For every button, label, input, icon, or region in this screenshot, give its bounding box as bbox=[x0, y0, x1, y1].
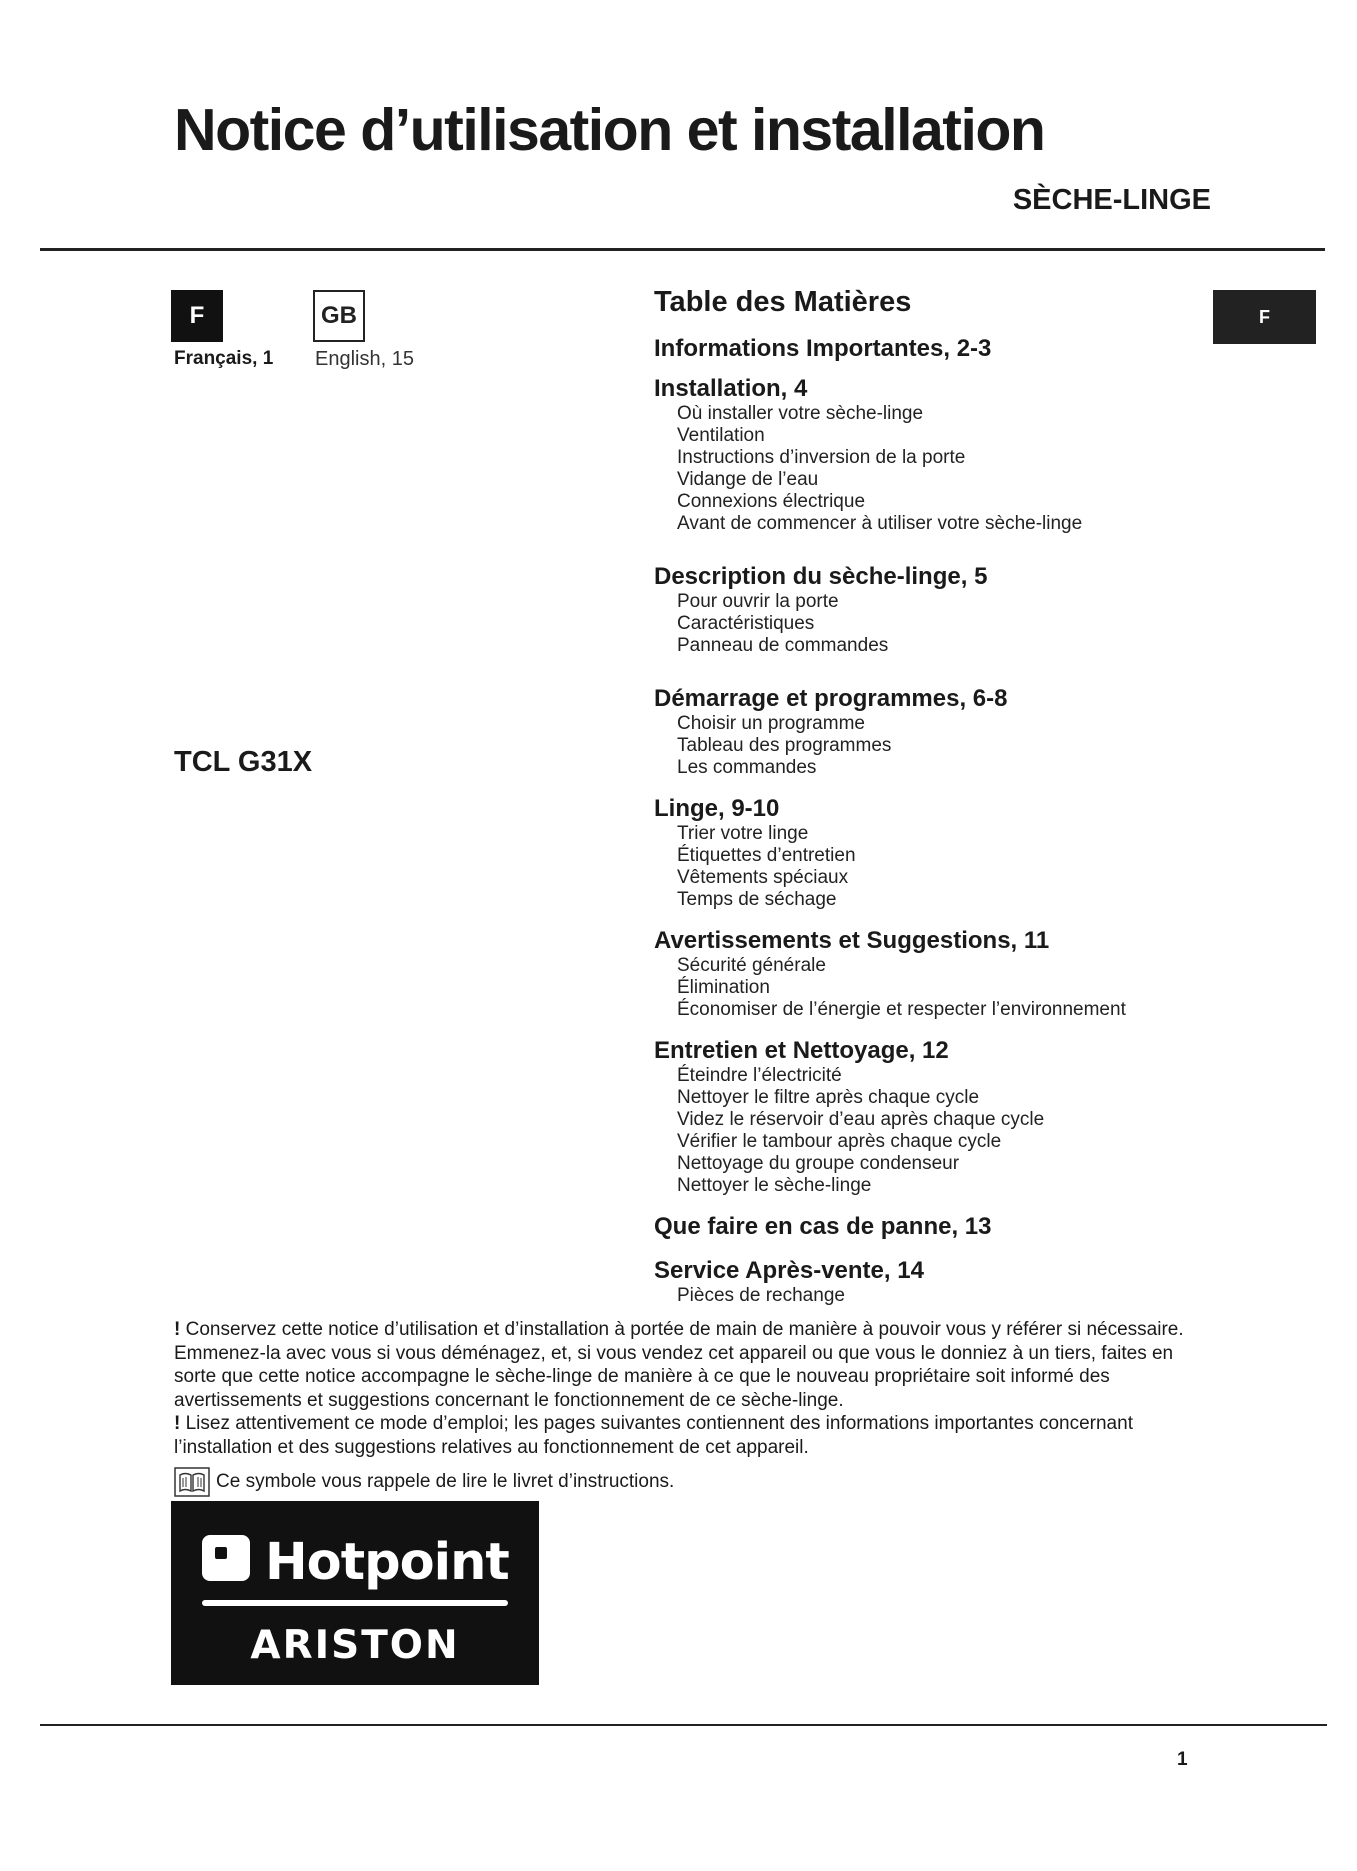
toc-item: Élimination bbox=[677, 977, 770, 998]
language-box-fr: F bbox=[171, 290, 223, 342]
toc-item: Les commandes bbox=[677, 757, 817, 778]
toc-section-title: Informations Importantes, 2-3 bbox=[654, 335, 992, 362]
language-side-tab: F bbox=[1213, 290, 1316, 344]
toc-section-title: Avertissements et Suggestions, 11 bbox=[654, 927, 1050, 954]
toc-item: Caractéristiques bbox=[677, 613, 815, 634]
note-text: Conservez cette notice d’utilisation et d’installation à portée de main de manière à pouvoir vous y référer si nécessaire. Emmenez-la avec vous si vous déménagez, et, si vous vendez cet appareil ou que vous le donniez à un tiers, faites en sorte que cette notice accompagne le sèche-linge de manière à ce que le nouveau propriétaire soit informé des avertissements et suggestions concernant le fonctionnement de ce sèche-linge. bbox=[174, 1319, 1184, 1411]
note-paragraph bbox=[174, 1412, 1214, 1459]
language-label-fr: Français, 1 bbox=[174, 348, 274, 369]
toc-section bbox=[654, 1257, 1274, 1307]
language-box-gb: GB bbox=[313, 290, 365, 342]
toc-section-title: Installation, 4 bbox=[654, 375, 808, 402]
logo-brand-text: Hotpoint bbox=[265, 1533, 509, 1592]
note-paragraph bbox=[174, 1318, 1214, 1412]
toc-item: Temps de séchage bbox=[677, 889, 837, 910]
toc-section bbox=[654, 795, 1274, 911]
toc-section-title: Entretien et Nettoyage, 12 bbox=[654, 1037, 949, 1064]
toc-section-title: Que faire en cas de panne, 13 bbox=[654, 1213, 992, 1240]
toc-item: Étiquettes d’entretien bbox=[677, 845, 856, 866]
toc-item: Où installer votre sèche-linge bbox=[677, 403, 924, 424]
toc-item: Nettoyer le filtre après chaque cycle bbox=[677, 1087, 980, 1108]
toc-section bbox=[654, 335, 1274, 363]
logo-sub-text: ARISTON bbox=[250, 1623, 460, 1668]
toc-heading: Table des Matières bbox=[654, 286, 912, 318]
model-number: TCL G31X bbox=[174, 746, 313, 778]
brand-logo bbox=[171, 1501, 539, 1685]
toc-section bbox=[654, 1037, 1274, 1197]
toc-item: Choisir un programme bbox=[677, 713, 865, 734]
read-manual-icon bbox=[174, 1467, 210, 1497]
toc-item: Nettoyer le sèche-linge bbox=[677, 1175, 872, 1196]
toc-item: Économiser de l’énergie et respecter l’environnement bbox=[677, 999, 1126, 1020]
toc-item: Nettoyage du groupe condenseur bbox=[677, 1153, 960, 1174]
manual-symbol-note bbox=[174, 1467, 1214, 1497]
top-divider bbox=[40, 248, 1325, 251]
toc-item: Vêtements spéciaux bbox=[677, 867, 849, 888]
toc-section bbox=[654, 1213, 1274, 1241]
toc-section-title: Service Après-vente, 14 bbox=[654, 1257, 924, 1284]
hotpoint-ariston-logo-icon bbox=[171, 1501, 539, 1685]
toc-section-title: Linge, 9-10 bbox=[654, 795, 780, 822]
language-label-gb: English, 15 bbox=[315, 348, 414, 370]
toc-section-title: Description du sèche-linge, 5 bbox=[654, 563, 988, 590]
table-of-contents bbox=[654, 282, 1274, 1307]
toc-section bbox=[654, 927, 1274, 1021]
toc-item: Pièces de rechange bbox=[677, 1285, 845, 1306]
page-number: 1 bbox=[1177, 1749, 1188, 1770]
toc-item: Tableau des programmes bbox=[677, 735, 892, 756]
toc-section bbox=[654, 563, 1274, 657]
toc-item: Vérifier le tambour après chaque cycle bbox=[677, 1131, 1002, 1152]
toc-item: Ventilation bbox=[677, 425, 765, 446]
toc-section-title: Démarrage et programmes, 6-8 bbox=[654, 685, 1008, 712]
note-text: Lisez attentivement ce mode d’emploi; les pages suivantes contiennent des informations importantes concernant l’installation et des suggestions relatives au fonctionnement de cet appareil. bbox=[174, 1413, 1133, 1458]
toc-item: Sécurité générale bbox=[677, 955, 826, 976]
toc-item: Panneau de commandes bbox=[677, 635, 889, 656]
important-notes bbox=[174, 1318, 1214, 1497]
symbol-note-text: Ce symbole vous rappele de lire le livret d’instructions. bbox=[216, 1471, 675, 1493]
warning-mark: ! bbox=[174, 1319, 181, 1340]
toc-item: Trier votre linge bbox=[677, 823, 809, 844]
toc-item: Éteindre l’électricité bbox=[677, 1065, 842, 1086]
toc-section bbox=[654, 685, 1274, 779]
bottom-divider bbox=[40, 1724, 1327, 1726]
toc-section bbox=[654, 375, 1274, 535]
toc-item: Avant de commencer à utiliser votre sèche-linge bbox=[677, 513, 1083, 534]
toc-item: Pour ouvrir la porte bbox=[677, 591, 839, 612]
product-type: SÈCHE-LINGE bbox=[1012, 184, 1211, 216]
warning-mark: ! bbox=[174, 1413, 181, 1434]
toc-item: Instructions d’inversion de la porte bbox=[677, 447, 966, 468]
toc-item: Videz le réservoir d’eau après chaque cycle bbox=[677, 1109, 1045, 1130]
document-title: Notice d’utilisation et installation bbox=[174, 97, 1045, 163]
toc-item: Connexions électrique bbox=[677, 491, 866, 512]
toc-item: Vidange de l’eau bbox=[677, 469, 819, 490]
